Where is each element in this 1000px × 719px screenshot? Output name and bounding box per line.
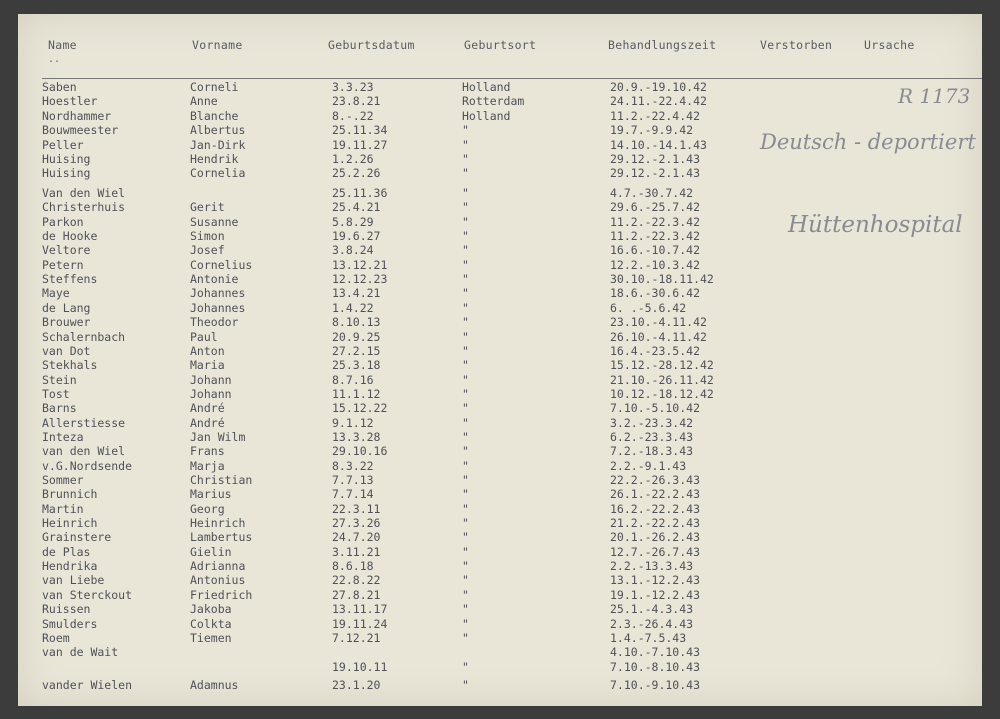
cell-name: Ruissen bbox=[42, 602, 91, 617]
cell-place: " bbox=[462, 243, 469, 258]
cell-period: 13.1.-12.2.43 bbox=[610, 573, 701, 588]
cell-first: Maria bbox=[190, 358, 225, 373]
table-row bbox=[18, 430, 982, 444]
cell-name: Sommer bbox=[42, 473, 84, 487]
table-row bbox=[18, 258, 982, 272]
header-died: Verstorben bbox=[760, 38, 833, 52]
table-row bbox=[18, 678, 982, 692]
cell-date: 19.11.27 bbox=[332, 137, 388, 152]
cell-name: Petern bbox=[42, 257, 84, 272]
cell-period: 2.2.-13.3.43 bbox=[610, 559, 694, 574]
cell-first: Gerit bbox=[190, 200, 225, 215]
cell-first: Adamnus bbox=[190, 677, 239, 692]
cell-name: van Dot bbox=[42, 343, 91, 358]
cell-place: " bbox=[462, 200, 469, 215]
cell-period: 12.7.-26.7.43 bbox=[610, 544, 701, 559]
cell-date: 27.2.15 bbox=[332, 343, 381, 358]
table-row bbox=[18, 166, 982, 180]
cell-place: " bbox=[462, 137, 469, 152]
table-row bbox=[18, 94, 982, 108]
table-row bbox=[18, 186, 982, 200]
reference-note: R 1173 bbox=[898, 84, 971, 108]
cell-period: 20.1.-26.2.43 bbox=[610, 530, 701, 545]
cell-first: Blanche bbox=[190, 108, 239, 123]
cell-period: 4.10.-7.10.43 bbox=[610, 645, 701, 660]
cell-period: 6. .-5.6.42 bbox=[610, 300, 687, 315]
table-row bbox=[18, 416, 982, 430]
table-row bbox=[18, 502, 982, 516]
table-row bbox=[18, 80, 982, 94]
cell-name: Hoestler bbox=[42, 94, 98, 109]
cell-first: Christian bbox=[190, 473, 253, 487]
header-firstname: Vorname bbox=[192, 38, 243, 52]
cell-date: 11.1.12 bbox=[332, 386, 381, 401]
cell-place: " bbox=[462, 487, 469, 502]
cell-period: 10.12.-18.12.42 bbox=[610, 386, 714, 401]
cell-first: Antonius bbox=[190, 573, 246, 588]
cell-period: 29.6.-25.7.42 bbox=[610, 200, 701, 215]
cell-name: Peller bbox=[42, 137, 84, 152]
cell-date: 8.7.16 bbox=[332, 372, 374, 387]
header-birthplace: Geburtsort bbox=[464, 38, 537, 52]
header-cause: Ursache bbox=[864, 38, 915, 52]
cell-date: 25.3.18 bbox=[332, 358, 381, 373]
cell-place: " bbox=[462, 286, 469, 301]
cell-date: 23.1.20 bbox=[332, 677, 381, 692]
cell-first: Marius bbox=[190, 487, 232, 502]
table-row bbox=[18, 444, 982, 458]
table-row bbox=[18, 152, 982, 166]
cell-name: Stekhals bbox=[42, 358, 98, 373]
cell-name: Schalernbach bbox=[42, 329, 126, 344]
cell-first: Antonie bbox=[190, 272, 239, 287]
table-row bbox=[18, 344, 982, 358]
table-row bbox=[18, 487, 982, 501]
cell-first: Simon bbox=[190, 229, 225, 244]
cell-period: 26.10.-4.11.42 bbox=[610, 329, 707, 344]
cell-name: Huising bbox=[42, 152, 91, 166]
cell-place: " bbox=[462, 186, 469, 200]
table-row bbox=[18, 138, 982, 152]
cell-date: 13.4.21 bbox=[332, 286, 381, 301]
cell-period: 12.2.-10.3.42 bbox=[610, 257, 701, 272]
cell-first: Corneli bbox=[190, 80, 239, 94]
table-row bbox=[18, 645, 982, 659]
cell-name: Roem bbox=[42, 630, 70, 645]
cell-place: Holland bbox=[462, 80, 511, 94]
cell-first: Susanne bbox=[190, 214, 239, 229]
cell-place: " bbox=[462, 372, 469, 387]
cell-date: 3.8.24 bbox=[332, 243, 374, 258]
table-row bbox=[18, 330, 982, 344]
cell-date: 23.8.21 bbox=[332, 94, 381, 109]
table-row bbox=[18, 617, 982, 631]
cell-name: van de Wait bbox=[42, 645, 119, 660]
cell-place: " bbox=[462, 214, 469, 229]
cell-period: 18.6.-30.6.42 bbox=[610, 286, 701, 301]
cell-first: Gielin bbox=[190, 544, 232, 559]
cell-name: vander Wielen bbox=[42, 677, 133, 692]
cell-date: 8.-.22 bbox=[332, 108, 374, 123]
cell-period: 4.7.-30.7.42 bbox=[610, 186, 694, 200]
cell-place: " bbox=[462, 630, 469, 645]
cell-first: Albertus bbox=[190, 123, 246, 138]
cell-place: " bbox=[462, 358, 469, 373]
cell-date: 8.6.18 bbox=[332, 559, 374, 574]
margin-mark: .. bbox=[48, 54, 61, 65]
cell-first: Paul bbox=[190, 329, 218, 344]
cell-date: 19.6.27 bbox=[332, 229, 381, 244]
table-row bbox=[18, 660, 982, 674]
table-row bbox=[18, 387, 982, 401]
cell-name: Hendrika bbox=[42, 559, 98, 574]
cell-place: " bbox=[462, 473, 469, 487]
table-row bbox=[18, 559, 982, 573]
header-period: Behandlungszeit bbox=[608, 38, 717, 52]
cell-place: " bbox=[462, 415, 469, 430]
table-row bbox=[18, 631, 982, 645]
cell-period: 15.12.-28.12.42 bbox=[610, 358, 714, 373]
table-row bbox=[18, 588, 982, 602]
table-row bbox=[18, 315, 982, 329]
cell-date: 15.12.22 bbox=[332, 401, 388, 416]
cell-name: Allerstiesse bbox=[42, 415, 126, 430]
cell-place: " bbox=[462, 559, 469, 574]
cell-first: Lambertus bbox=[190, 530, 253, 545]
cell-first: Jan Wilm bbox=[190, 429, 246, 444]
cell-period: 23.10.-4.11.42 bbox=[610, 315, 707, 330]
cell-date: 25.4.21 bbox=[332, 200, 381, 215]
cell-name: van Sterckout bbox=[42, 587, 133, 602]
cell-period: 29.12.-2.1.43 bbox=[610, 152, 701, 166]
cell-name: de Lang bbox=[42, 300, 91, 315]
cell-period: 16.4.-23.5.42 bbox=[610, 343, 701, 358]
cell-name: Veltore bbox=[42, 243, 91, 258]
cell-name: de Hooke bbox=[42, 229, 98, 244]
cell-place: " bbox=[462, 166, 469, 181]
cell-first: Johann bbox=[190, 386, 232, 401]
cell-first: André bbox=[190, 415, 225, 430]
cell-name: Tost bbox=[42, 386, 70, 401]
cell-period: 30.10.-18.11.42 bbox=[610, 272, 714, 287]
table-row bbox=[18, 301, 982, 315]
cell-name: van den Wiel bbox=[42, 444, 126, 459]
cell-date: 8.3.22 bbox=[332, 458, 374, 473]
cell-date: 25.2.26 bbox=[332, 166, 381, 181]
cell-period: 7.10.-8.10.43 bbox=[610, 659, 701, 674]
table-row bbox=[18, 473, 982, 487]
cell-place: " bbox=[462, 659, 469, 674]
cell-place: " bbox=[462, 272, 469, 287]
cell-name: Parkon bbox=[42, 214, 84, 229]
cell-first: Heinrich bbox=[190, 516, 246, 531]
table-row bbox=[18, 200, 982, 214]
cell-first: Hendrik bbox=[190, 152, 239, 166]
cell-name: Bouwmeester bbox=[42, 123, 119, 138]
cell-date: 8.10.13 bbox=[332, 315, 381, 330]
cell-first: Frans bbox=[190, 444, 225, 459]
cell-date: 12.12.23 bbox=[332, 272, 388, 287]
table-row bbox=[18, 602, 982, 616]
cell-date: 7.7.13 bbox=[332, 473, 374, 487]
table-row bbox=[18, 229, 982, 243]
cell-first: Tiemen bbox=[190, 630, 232, 645]
cell-date: 1.4.22 bbox=[332, 300, 374, 315]
cell-date: 1.2.26 bbox=[332, 152, 374, 166]
table-row bbox=[18, 358, 982, 372]
cell-first: Cornelius bbox=[190, 257, 253, 272]
cell-first: Colkta bbox=[190, 616, 232, 631]
cell-name: Smulders bbox=[42, 616, 98, 631]
table-row bbox=[18, 401, 982, 415]
cell-first: Adrianna bbox=[190, 559, 246, 574]
cell-first: André bbox=[190, 401, 225, 416]
cell-date: 3.11.21 bbox=[332, 544, 381, 559]
cell-name: van Liebe bbox=[42, 573, 105, 588]
cell-date: 22.3.11 bbox=[332, 501, 381, 516]
cell-place: Holland bbox=[462, 108, 511, 123]
cell-date: 19.11.24 bbox=[332, 616, 388, 631]
cell-period: 3.2.-23.3.42 bbox=[610, 415, 694, 430]
cell-name: Van den Wiel bbox=[42, 186, 126, 200]
cell-first: Josef bbox=[190, 243, 225, 258]
table-row bbox=[18, 123, 982, 137]
cell-first: Friedrich bbox=[190, 587, 253, 602]
cell-date: 7.7.14 bbox=[332, 487, 374, 502]
cell-date: 5.8.29 bbox=[332, 214, 374, 229]
cell-date: 13.3.28 bbox=[332, 429, 381, 444]
cell-period: 16.2.-22.2.43 bbox=[610, 501, 701, 516]
cell-place: " bbox=[462, 329, 469, 344]
cell-place: " bbox=[462, 152, 469, 166]
cell-place: " bbox=[462, 602, 469, 617]
cell-period: 19.7.-9.9.42 bbox=[610, 123, 694, 138]
table-row bbox=[18, 243, 982, 257]
cell-place: " bbox=[462, 677, 469, 692]
cell-name: Brunnich bbox=[42, 487, 98, 502]
cell-period: 11.2.-22.4.42 bbox=[610, 108, 701, 123]
cell-place: " bbox=[462, 530, 469, 545]
cell-period: 29.12.-2.1.43 bbox=[610, 166, 701, 181]
cell-place: " bbox=[462, 616, 469, 631]
cell-date: 13.12.21 bbox=[332, 257, 388, 272]
cell-name: Saben bbox=[42, 80, 77, 94]
header-rule bbox=[42, 78, 982, 79]
handwritten-note-2: Hüttenhospital bbox=[788, 212, 963, 238]
cell-first: Johann bbox=[190, 372, 232, 387]
cell-place: " bbox=[462, 587, 469, 602]
table-row bbox=[18, 573, 982, 587]
cell-place: " bbox=[462, 544, 469, 559]
cell-name: Stein bbox=[42, 372, 77, 387]
document-page bbox=[18, 14, 982, 706]
cell-place: " bbox=[462, 401, 469, 416]
cell-name: Maye bbox=[42, 286, 70, 301]
cell-place: " bbox=[462, 444, 469, 459]
table-row bbox=[18, 373, 982, 387]
header-birthdate: Geburtsdatum bbox=[328, 38, 415, 52]
table-row bbox=[18, 272, 982, 286]
cell-period: 21.10.-26.11.42 bbox=[610, 372, 714, 387]
cell-date: 29.10.16 bbox=[332, 444, 388, 459]
cell-name: Martin bbox=[42, 501, 84, 516]
cell-first: Cornelia bbox=[190, 166, 246, 181]
cell-place: " bbox=[462, 573, 469, 588]
table-row bbox=[18, 109, 982, 123]
table-row bbox=[18, 530, 982, 544]
cell-name: de Plas bbox=[42, 544, 91, 559]
cell-date: 9.1.12 bbox=[332, 415, 374, 430]
cell-period: 11.2.-22.3.42 bbox=[610, 214, 701, 229]
cell-period: 1.4.-7.5.43 bbox=[610, 630, 687, 645]
cell-place: " bbox=[462, 516, 469, 531]
cell-name: Inteza bbox=[42, 429, 84, 444]
cell-date: 20.9.25 bbox=[332, 329, 381, 344]
cell-date: 27.3.26 bbox=[332, 516, 381, 531]
cell-name: Steffens bbox=[42, 272, 98, 287]
cell-place: " bbox=[462, 343, 469, 358]
cell-place: " bbox=[462, 257, 469, 272]
cell-name: Nordhammer bbox=[42, 108, 112, 123]
cell-period: 2.3.-26.4.43 bbox=[610, 616, 694, 631]
cell-place: " bbox=[462, 501, 469, 516]
cell-place: " bbox=[462, 315, 469, 330]
table-row bbox=[18, 545, 982, 559]
cell-period: 26.1.-22.2.43 bbox=[610, 487, 701, 502]
cell-name: Brouwer bbox=[42, 315, 91, 330]
cell-first: Georg bbox=[190, 501, 225, 516]
cell-first: Theodor bbox=[190, 315, 239, 330]
cell-period: 25.1.-4.3.43 bbox=[610, 602, 694, 617]
cell-first: Anton bbox=[190, 343, 225, 358]
cell-first: Jakoba bbox=[190, 602, 232, 617]
cell-period: 7.2.-18.3.43 bbox=[610, 444, 694, 459]
handwritten-note-1: Deutsch - deportiert bbox=[760, 130, 976, 154]
cell-place: " bbox=[462, 123, 469, 138]
cell-period: 11.2.-22.3.42 bbox=[610, 229, 701, 244]
cell-first: Jan-Dirk bbox=[190, 137, 246, 152]
cell-date: 25.11.36 bbox=[332, 186, 388, 200]
cell-date: 7.12.21 bbox=[332, 630, 381, 645]
cell-period: 14.10.-14.1.43 bbox=[610, 137, 707, 152]
cell-date: 25.11.34 bbox=[332, 123, 388, 138]
cell-name: Heinrich bbox=[42, 516, 98, 531]
cell-first: Johannes bbox=[190, 286, 246, 301]
cell-period: 20.9.-19.10.42 bbox=[610, 80, 707, 94]
cell-period: 24.11.-22.4.42 bbox=[610, 94, 707, 109]
cell-period: 6.2.-23.3.43 bbox=[610, 429, 694, 444]
cell-name: Christerhuis bbox=[42, 200, 126, 215]
cell-place: " bbox=[462, 386, 469, 401]
cell-name: v.G.Nordsende bbox=[42, 458, 133, 473]
cell-period: 19.1.-12.2.43 bbox=[610, 587, 701, 602]
cell-period: 22.2.-26.3.43 bbox=[610, 473, 701, 487]
cell-first: Marja bbox=[190, 458, 225, 473]
cell-first: Johannes bbox=[190, 300, 246, 315]
cell-period: 7.10.-5.10.42 bbox=[610, 401, 701, 416]
cell-name: Grainstere bbox=[42, 530, 112, 545]
cell-first: Anne bbox=[190, 94, 218, 109]
cell-date: 24.7.20 bbox=[332, 530, 381, 545]
cell-date: 22.8.22 bbox=[332, 573, 381, 588]
table-row bbox=[18, 286, 982, 300]
cell-period: 7.10.-9.10.43 bbox=[610, 677, 701, 692]
table-row bbox=[18, 215, 982, 229]
cell-place: " bbox=[462, 429, 469, 444]
header-name: Name bbox=[48, 38, 77, 52]
cell-name: Huising bbox=[42, 166, 91, 181]
cell-period: 16.6.-10.7.42 bbox=[610, 243, 701, 258]
cell-place: " bbox=[462, 229, 469, 244]
cell-date: 3.3.23 bbox=[332, 80, 374, 94]
cell-date: 19.10.11 bbox=[332, 659, 388, 674]
cell-place: " bbox=[462, 458, 469, 473]
cell-place: " bbox=[462, 300, 469, 315]
table-row bbox=[18, 459, 982, 473]
cell-period: 2.2.-9.1.43 bbox=[610, 458, 687, 473]
table-row bbox=[18, 516, 982, 530]
cell-period: 21.2.-22.2.43 bbox=[610, 516, 701, 531]
cell-place: Rotterdam bbox=[462, 94, 525, 109]
cell-date: 13.11.17 bbox=[332, 602, 388, 617]
cell-date: 27.8.21 bbox=[332, 587, 381, 602]
cell-name: Barns bbox=[42, 401, 77, 416]
